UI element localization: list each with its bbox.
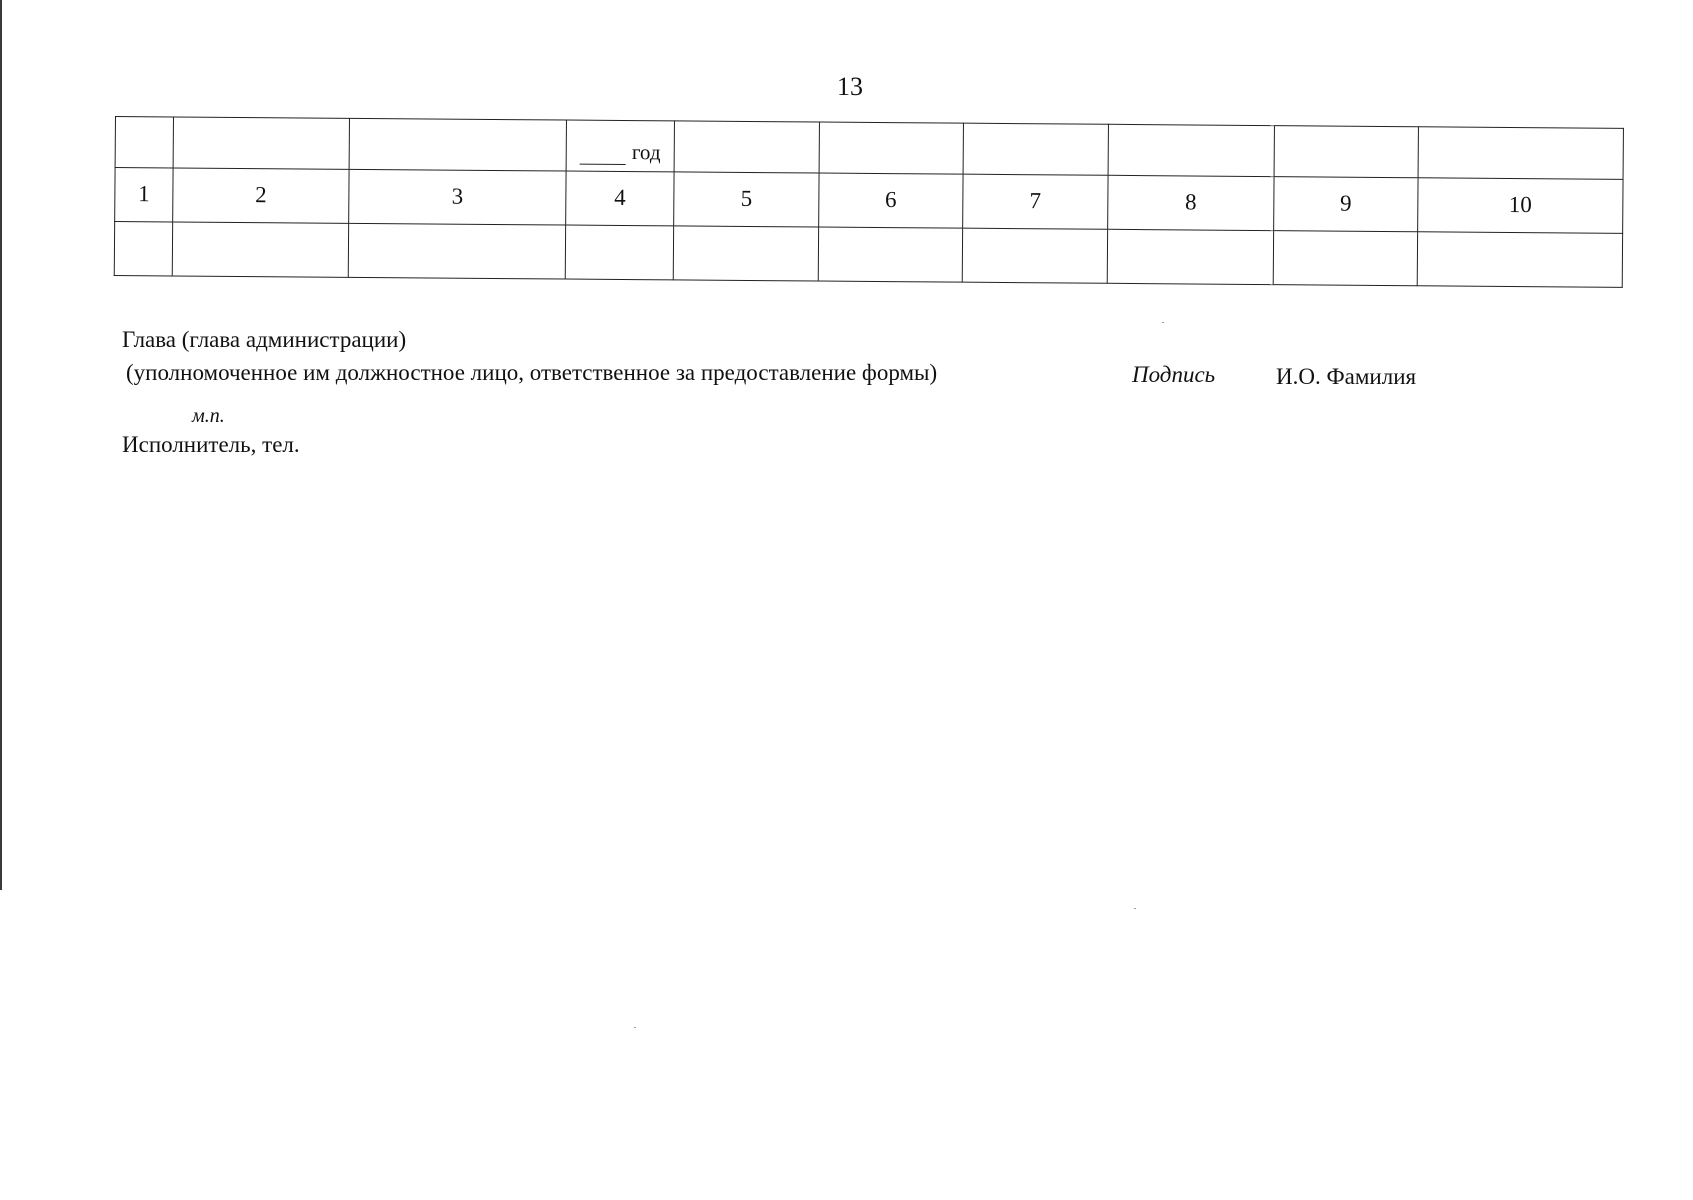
column-number-cell: 9 [1274, 177, 1418, 231]
column-number-cell: 4 [566, 171, 674, 225]
stamp-label: м.п. [192, 405, 225, 427]
table-cell [173, 117, 349, 170]
scan-speck [1162, 322, 1164, 323]
signature-label: Подпись [1132, 362, 1216, 387]
column-number-cell: 10 [1418, 178, 1623, 233]
table-cell [115, 117, 173, 169]
table-cell [962, 228, 1107, 284]
table-cell [818, 227, 962, 283]
column-number-cell: 3 [349, 170, 566, 225]
responsible-person-note: (уполномоченное им должностное лицо, ответственное за предоставление формы) [126, 360, 938, 385]
table-cell [349, 118, 566, 171]
table-cell [348, 223, 565, 279]
scan-edge-line [0, 0, 2, 890]
year-label: год [631, 140, 661, 165]
table-cell [1273, 230, 1417, 286]
table-cell [1274, 126, 1418, 178]
table-cell [673, 226, 818, 282]
name-label: И.О. Фамилия [1276, 364, 1417, 389]
column-number-cell: 5 [674, 172, 819, 226]
executor-label: Исполнитель, тел. [122, 432, 300, 457]
year-blank-line [580, 163, 626, 165]
table-cell [1107, 229, 1273, 285]
table-cell [963, 123, 1108, 175]
report-form-table [114, 116, 1624, 288]
scan-speck [1134, 908, 1136, 909]
table-cell [114, 221, 172, 276]
table-data-row [114, 221, 1622, 287]
table-cell [1418, 127, 1623, 180]
year-cell [566, 120, 674, 172]
page-number: 13 [837, 72, 863, 101]
table-cell [1108, 124, 1274, 177]
table-cell [674, 121, 819, 173]
table-cell [1417, 231, 1622, 287]
table-cell [819, 122, 963, 174]
table-cell [172, 222, 348, 278]
table-cell [565, 225, 673, 280]
column-number-cell: 8 [1108, 176, 1274, 231]
scan-speck [634, 1027, 636, 1028]
column-number-cell: 2 [173, 168, 349, 223]
column-number-cell: 6 [819, 173, 963, 227]
head-title: Глава (глава администрации) [122, 327, 407, 352]
column-number-cell: 7 [963, 174, 1108, 228]
column-number-cell: 1 [115, 168, 173, 222]
